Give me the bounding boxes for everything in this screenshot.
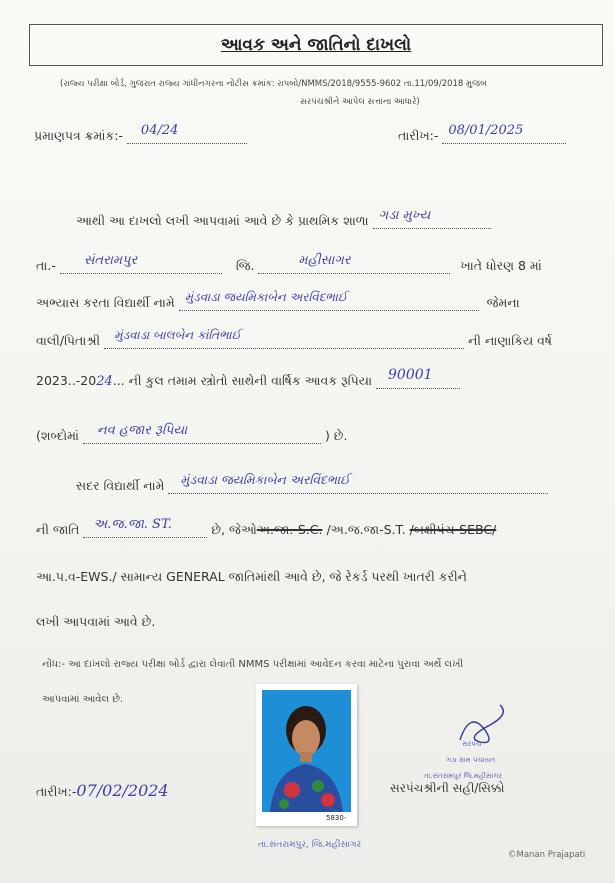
subtitle-line-2: સરપંચશ્રીને આપેલ સત્તાના આધારે) [300, 97, 420, 107]
certificate-title: આવક અને જાતિનો દાખલો [220, 35, 412, 55]
cert-no-field [127, 123, 247, 144]
income-field [376, 367, 460, 389]
date-label: તારીખ:- [398, 128, 439, 143]
parent-field [104, 328, 464, 349]
caste-sebc: /બક્ષીપંચ-SEBC/ [409, 522, 497, 537]
student-value-2: મુંડવાડા જયમિકાબેન અરવિંદભાઈ [180, 472, 350, 487]
caste-line-3: લખી આપવામાં આવે છે. [36, 614, 156, 629]
bottom-stamp: તા.સંતરામપુર, જિ.મહીસાગર [258, 840, 362, 850]
footer-date-label: તારીખ:- [36, 784, 77, 799]
subtitle-line-1: (રાજ્ય પરીક્ષા બોર્ડ, ગુજરાત રાજ્ય ગાંધીનગરના નોટીસ ક્રમાંક: રાપબો/NMMS/2018/9555-9602 તા.11/09/2018 મુજબ [60, 79, 487, 89]
watermark: ©Manan Prajapati [508, 850, 586, 860]
taluka-label: તા.- [36, 258, 56, 273]
student-field [179, 290, 479, 311]
district-value: મહીસાગર [298, 253, 351, 268]
stamp-line-2: ગડા ગ્રામ પંચાયત [446, 756, 496, 764]
cert-no-label: પ્રમાણપત્ર ક્રમાંક:- [34, 128, 123, 143]
caste-label: ની જાતિ [36, 522, 80, 537]
cert-no-row [34, 123, 247, 144]
photo-portrait [262, 690, 351, 812]
words-value: નવ હજાર રૂપિયા [96, 423, 188, 438]
parent-label: વાલી/પિતાશ્રી [36, 333, 101, 348]
district-label: જિ. [235, 258, 255, 273]
line-student [36, 290, 520, 311]
school-field [373, 208, 491, 229]
footer-date-value: 07/02/2024 [76, 781, 169, 800]
line-parent [36, 328, 552, 349]
words-end: ) છે. [324, 428, 348, 443]
student-label: અભ્યાસ કરતા વિદ્યાર્થી નામે [36, 295, 175, 310]
year-suffix: 24 [96, 374, 113, 389]
whose-text: જેમના [486, 295, 520, 310]
year-prefix: 2023..-20 [36, 373, 97, 388]
line-student-2 [76, 472, 548, 494]
district-field [258, 253, 450, 274]
line-caste [36, 517, 497, 538]
student-value: મુંડવાડા જયમિકાબેન અરવિંદભાઈ [184, 290, 348, 304]
note-line-2: આપવામાં આવેલ છે. [42, 694, 124, 705]
words-label: (શબ્દોમાં [36, 428, 79, 443]
income-text: ... ની કુલ તમામ સ્ત્રોતો સાથેની વાર્ષિક આવક રૂપિયા [112, 373, 373, 388]
taluka-value: સંતરામપુર [83, 253, 138, 268]
parent-value: મુંડવાડા બાલબેન કાંતિભાઈ [114, 328, 241, 342]
title-box [29, 24, 603, 66]
student-label-2: સદર વિદ્યાર્થી નામે [76, 478, 165, 493]
student-photo [256, 684, 357, 826]
caste-sc: અ.જા.-S.C. [256, 522, 323, 537]
caste-value: અ.જ.જા. ST. [93, 517, 172, 532]
footer-date-row [36, 781, 169, 800]
portrait-icon [262, 690, 351, 812]
words-field [83, 423, 321, 444]
income-value: 90001 [388, 367, 433, 383]
line-taluka [36, 253, 542, 274]
line-school [76, 208, 491, 229]
signature-label: સરપંચશ્રીની સહી/સિક્કો [390, 781, 505, 795]
cert-no-value: 04/24 [140, 123, 179, 138]
caste-field [83, 517, 207, 538]
caste-options-a: છે, જેઓ [211, 522, 257, 537]
signature-scribble [440, 700, 530, 750]
date-field [442, 123, 566, 144]
student-field-2 [168, 472, 548, 494]
fin-year-text: ની નાણાકિય વર્ષ [468, 333, 552, 348]
stamp-line-3: તા.સંતરામપુર જિ.મહીસાગર [424, 772, 503, 780]
std-text: ખાતે ધોરણ 8 માં [460, 258, 542, 273]
date-row [398, 123, 566, 144]
stamp-line-1: સરપંચ [462, 740, 482, 748]
caste-st: /અ.જ.જા-S.T. [326, 522, 406, 537]
school-value: ગડા મુખ્ય [378, 208, 431, 223]
line-income [36, 367, 460, 389]
caste-line-2: આ.પ.વ-EWS./ સામાન્ય GENERAL જાતિમાંથી આવે છે, જે રેકર્ડ પરથી ખાતરી કરીને [36, 569, 467, 584]
school-text: આથી આ દાખલો લખી આપવામાં આવે છે કે પ્રાથમિક શાળા [76, 213, 369, 228]
line-words [36, 423, 348, 444]
note-line-1: નોંધ:- આ દાખલો રાજ્ય પરીક્ષા બોર્ડ દ્વારા લેવાતી NMMS પરીક્ષામાં આવેદન કરવા માટેના પુરાવા અર્થે લખી [42, 659, 464, 670]
photo-tag: 5830- [326, 814, 347, 822]
taluka-field [60, 253, 222, 274]
date-value: 08/01/2025 [448, 123, 524, 138]
